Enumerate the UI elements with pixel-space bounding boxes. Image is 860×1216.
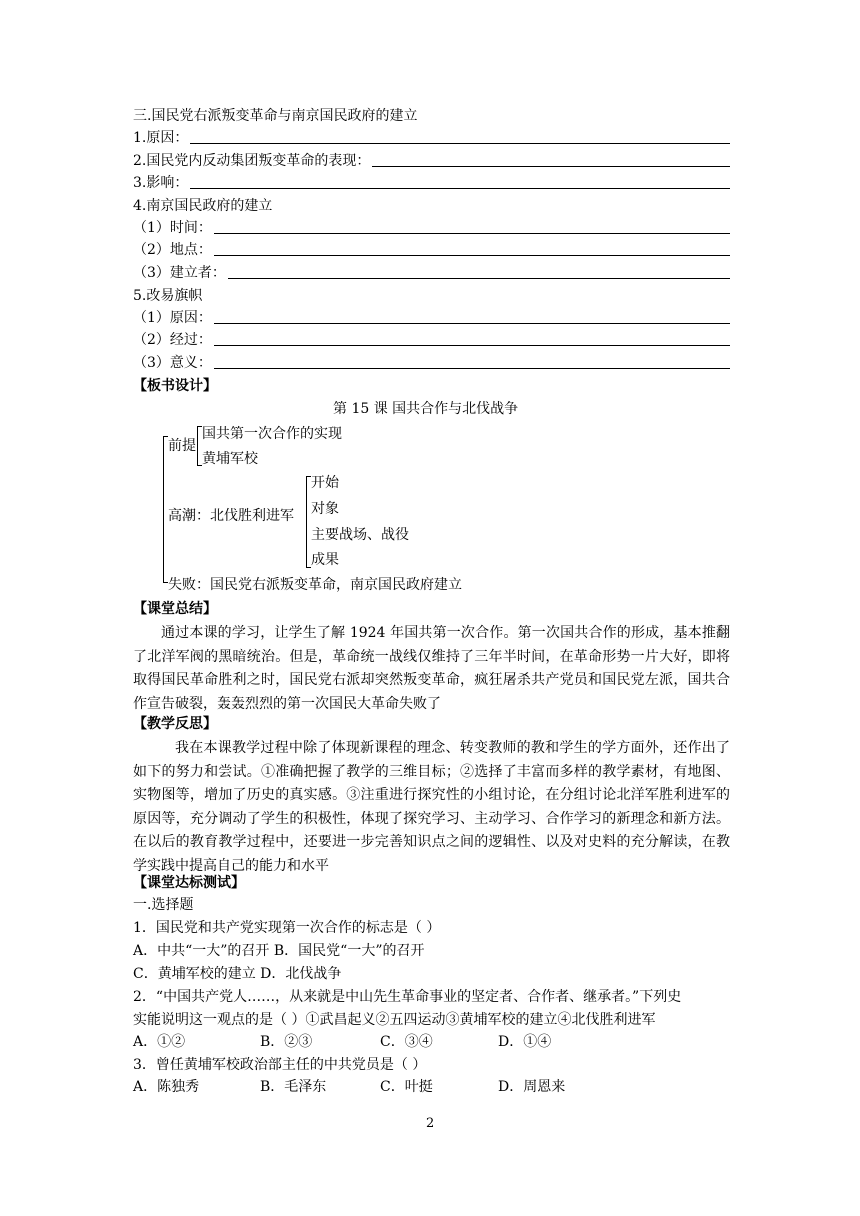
gaochao-item: 主要战场、战役 [311,527,409,543]
qianti-item: 国共第一次合作的实现 [202,426,342,442]
gaochao-item: 对象 [311,501,339,517]
option: C．③④ [380,1034,433,1050]
option: D．周恩来 [498,1079,566,1095]
blank-line [190,188,730,189]
option: A．①② [133,1034,186,1050]
fill-label: （3）意义： [133,355,212,371]
question-1-options: C．黄埔军校的建立 D．北伐战争 [133,966,342,982]
question-2-cont: 实能说明这一观点的是（ ）①武昌起义②五四运动③黄埔军校的建立④北伐胜利进军 [133,1012,656,1028]
reflection-heading: 【教学反思】 [133,716,217,732]
test-part: 一.选择题 [133,897,194,913]
summary-text: 通过本课的学习，让学生了解 1924 年国共第一次合作。第一次国共合作的形成，基本推翻了北洋军阀的黑暗统治。但是，革命统一战线仅维持了三年半时间，在革命形势一片大好，即将取得国民革命胜利之时，国民党右派却突然叛变革命，疯狂屠杀共产党员和国民党左派，国共合作宣告破裂，轰轰烈烈的第一次国民大革命失败了 [133,625,730,712]
fill-line-cause [133,128,730,148]
blank-line [214,323,730,324]
option: C．叶挺 [380,1079,433,1095]
fill-label: （2）经过： [133,332,212,348]
question-3: 3．曾任黄埔军校政治部主任的中共党员是（ ） [133,1057,427,1073]
fill-line-betrayal [133,151,730,171]
blank-line [214,345,730,346]
fill-label: 3.影响： [133,175,189,191]
blank-line [190,143,730,144]
fill-line-place [133,240,730,260]
fill-label: （3）建立者： [133,265,226,281]
fill-label: （1）时间： [133,220,212,236]
gaochao-item: 开始 [311,475,339,491]
question-1-options: A．中共“一大”的召开 B．国民党“一大”的召开 [133,943,425,959]
board-title: 第 15 课 国共合作与北伐战争 [333,401,519,417]
shibai-label: 失败：国民党右派叛变革命，南京国民政府建立 [168,577,462,593]
summary-heading: 【课堂总结】 [133,601,217,617]
blank-line [372,166,730,167]
fill-label: （2）地点： [133,242,212,258]
section-title: 三.国民党右派叛变革命与南京国民政府的建立 [133,108,418,124]
fill-label: （1）原因： [133,310,212,326]
qianti-label: 前提 [168,438,196,454]
question-1: 1．国民党和共产党实现第一次合作的标志是（ ） [133,920,441,936]
blank-line [214,368,730,369]
board-heading: 【板书设计】 [133,378,217,394]
option: B．②③ [260,1034,313,1050]
fill-line-impact [133,173,730,193]
option: B．毛泽东 [260,1079,327,1095]
option: D．①④ [498,1034,552,1050]
blank-line [214,233,730,234]
fill-label: 1.原因： [133,130,189,146]
qianti-item: 黄埔军校 [202,451,258,467]
fill-label: 2.国民党内反动集团叛变革命的表现： [133,153,371,169]
blank-line [214,255,730,256]
fill-line-founder [133,263,730,283]
subsection-flag: 5.改易旗帜 [133,288,203,304]
question-2: 2．“中国共产党人……，从来就是中山先生革命事业的坚定者、合作者、继承者。”下列史 [133,989,682,1005]
test-heading: 【课堂达标测试】 [133,875,245,891]
subsection-nanjing: 4.南京国民政府的建立 [133,198,273,214]
fill-line-flag-meaning [133,353,730,373]
reflection-text: 我在本课教学过程中除了体现新课程的理念、转变教师的教和学生的学方面外，还作出了如下的努力和尝试。①准确把握了教学的三维目标；②选择了丰富而多样的教学素材，有地图、实物图等，增加了历史的真实感。③注重进行探究性的小组讨论，在分组讨论北洋军胜利进军的原因等，充分调动了学生的积极性，体现了探究学习、主动学习、合作学习的新理念和新方法。在以后的教育教学过程中，还要进一步完善知识点之间的逻辑性、以及对史料的充分解读，在教学实践中提高自己的能力和水平 [133,740,730,874]
gaochao-label: 高潮：北伐胜利进军 [168,508,294,524]
page-number: 2 [426,1116,435,1131]
fill-line-flag-cause [133,308,730,328]
gaochao-item: 成果 [311,552,339,568]
blank-line [228,278,730,279]
option: A．陈独秀 [133,1079,200,1095]
fill-line-time [133,218,730,238]
fill-line-flag-process [133,330,730,350]
